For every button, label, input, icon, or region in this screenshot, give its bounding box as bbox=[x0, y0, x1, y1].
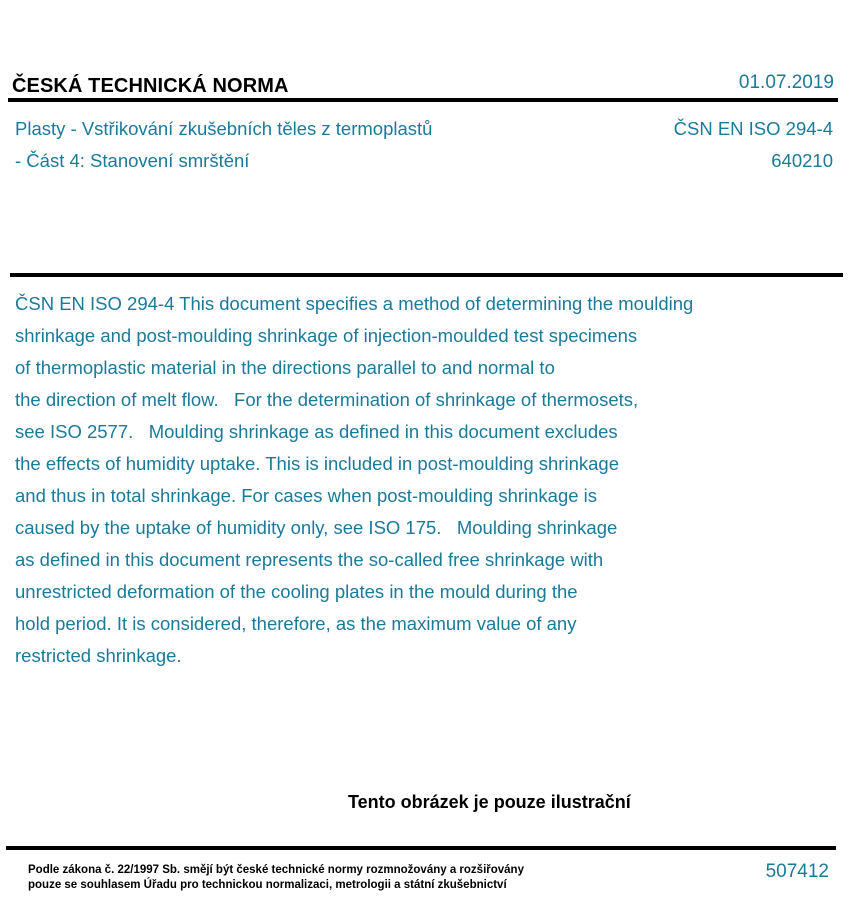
footer-divider bbox=[6, 846, 836, 850]
illustration-note: Tento obrázek je pouze ilustrační bbox=[348, 792, 631, 812]
standard-header-title: ČESKÁ TECHNICKÁ NORMA bbox=[12, 75, 289, 97]
abstract-line: shrinkage and post-moulding shrinkage of injection-moulded test specimens bbox=[15, 325, 638, 346]
abstract-line: and thus in total shrinkage. For cases when post-moulding shrinkage is bbox=[15, 485, 598, 506]
abstract-text bbox=[15, 288, 835, 672]
classification-code: 640210 bbox=[771, 150, 833, 171]
legal-notice-line-1: Podle zákona č. 22/1997 Sb. smějí být české technické normy rozmnožovány a rozšiřovány bbox=[28, 864, 524, 876]
section-divider bbox=[10, 273, 843, 277]
abstract-line: caused by the uptake of humidity only, see ISO 175. Moulding shrinkage bbox=[15, 517, 618, 538]
abstract-line: the direction of melt flow. For the determination of shrinkage of thermosets, bbox=[15, 389, 639, 410]
document-title-line-1: Plasty - Vstřikování zkušebních těles z termoplastů bbox=[15, 118, 433, 139]
abstract-line: see ISO 2577. Moulding shrinkage as defined in this document excludes bbox=[15, 421, 618, 442]
document-number: 507412 bbox=[765, 861, 829, 882]
abstract-line: ČSN EN ISO 294-4 This document specifies a method of determining the moulding bbox=[15, 293, 694, 314]
standard-code: ČSN EN ISO 294-4 bbox=[673, 118, 833, 139]
legal-notice-line-2: pouze se souhlasem Úřadu pro technickou normalizaci, metrologii a státní zkušebnictví bbox=[28, 879, 507, 891]
abstract-line: as defined in this document represents the so-called free shrinkage with bbox=[15, 549, 604, 570]
document-title-line-2: - Část 4: Stanovení smrštění bbox=[15, 150, 250, 171]
abstract-line: the effects of humidity uptake. This is included in post-moulding shrinkage bbox=[15, 453, 619, 474]
abstract-line: hold period. It is considered, therefore, as the maximum value of any bbox=[15, 613, 577, 634]
header-divider bbox=[8, 98, 838, 102]
abstract-line: of thermoplastic material in the directions parallel to and normal to bbox=[15, 357, 555, 378]
abstract-line: restricted shrinkage. bbox=[15, 645, 182, 666]
publication-date: 01.07.2019 bbox=[738, 72, 834, 93]
abstract-line: unrestricted deformation of the cooling plates in the mould during the bbox=[15, 581, 578, 602]
